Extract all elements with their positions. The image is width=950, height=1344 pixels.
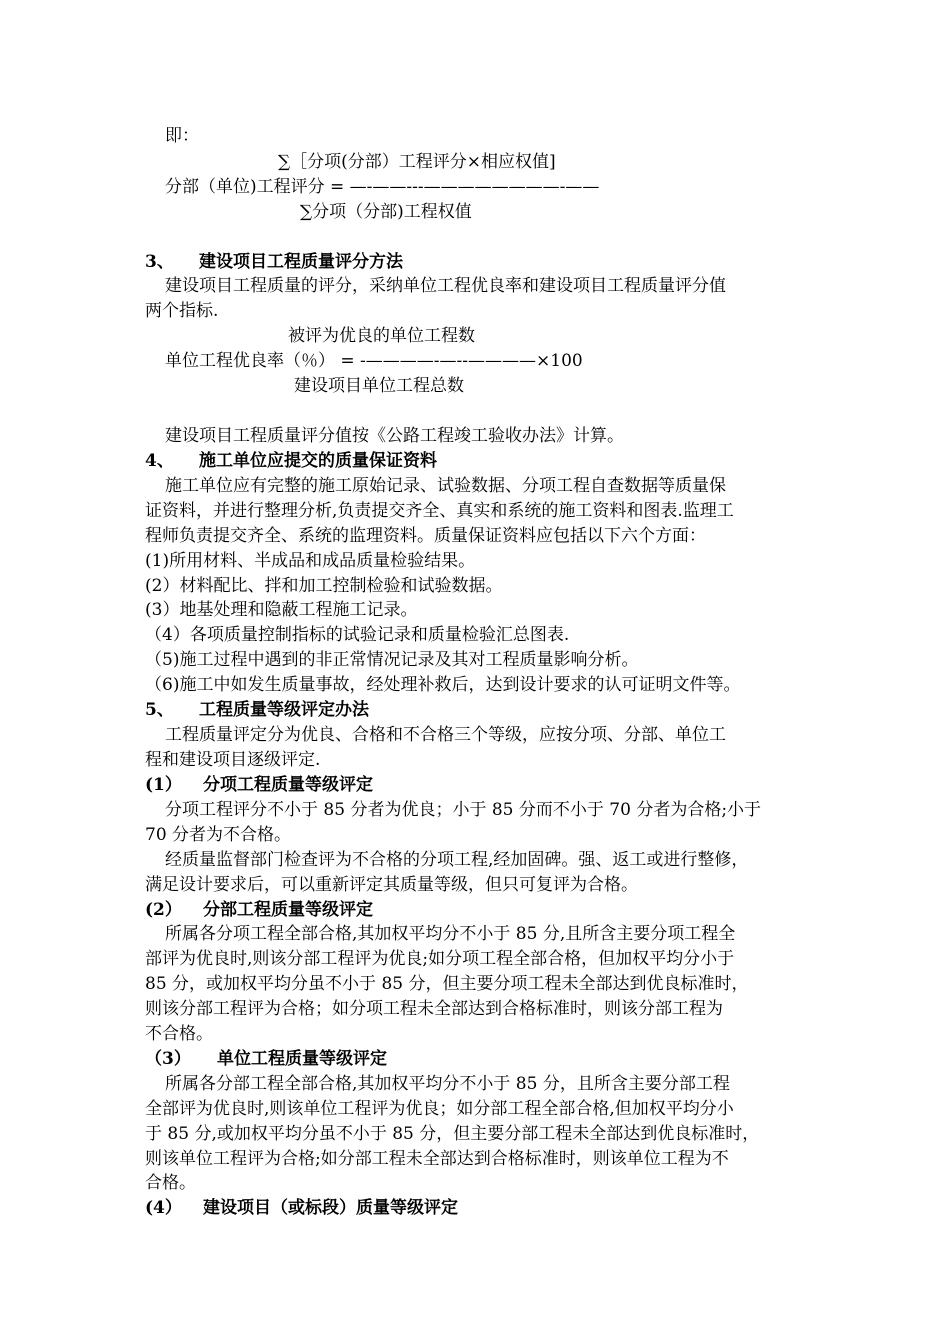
section5-title: 工程质量等级评定办法 xyxy=(199,700,369,720)
list-item: （4）各项质量控制指标的试验记录和质量检验汇总图表. xyxy=(145,625,570,645)
sub2-para-line: 部评为优良时,则该分部工程评为优良;如分项工程全部合格，但加权平均分小于 xyxy=(145,949,735,969)
section4-para-line: 施工单位应有完整的施工原始记录、试验数据、分项工程自查数据等质量保 xyxy=(165,476,726,496)
list-item: (1)所用材料、半成品和成品质量检验结果。 xyxy=(145,551,476,571)
section4-heading xyxy=(145,449,437,473)
sub2-para-line: 85 分，或加权平均分虽不小于 85 分，但主要分项工程未全部达到优良标准时， xyxy=(145,974,749,994)
sub2-heading xyxy=(145,898,373,922)
sub3-para-line: 合格。 xyxy=(145,1173,196,1193)
sub4-number: (4） xyxy=(145,1198,182,1218)
section5-number: 5、 xyxy=(145,700,174,720)
section5-heading xyxy=(145,698,369,722)
section5-para-line: 工程质量评定分为优良、合格和不合格三个等级，应按分项、分部、单位工 xyxy=(165,725,726,745)
section4-para-line: 证资料，并进行整理分析,负责提交齐全、真实和系统的施工资料和图表.监理工 xyxy=(145,501,734,521)
sub4-title: 建设项目（或标段）质量等级评定 xyxy=(203,1198,458,1218)
sub1-para-line: 经质量监督部门检查评为不合格的分项工程,经加固碑。强、返工或进行整修， xyxy=(165,850,749,870)
sub1-para-line: 满足设计要求后，可以重新评定其质量等级，但只可复评为合格。 xyxy=(145,875,638,895)
section3-para-line: 建设项目工程质量的评分，采纳单位工程优良率和建设项目工程质量评分值 xyxy=(165,276,726,296)
section3-para-line: 两个指标. xyxy=(145,301,219,321)
section5-para-line: 程和建设项目逐级评定. xyxy=(145,750,321,770)
sub2-title: 分部工程质量等级评定 xyxy=(203,900,373,920)
sub1-title: 分项工程质量等级评定 xyxy=(203,775,373,795)
sub3-number: （3） xyxy=(145,1049,191,1069)
sub3-para-line: 所属各分部工程全部合格,其加权平均分不小于 85 分，且所含主要分部工程 xyxy=(165,1074,730,1094)
formula2-numerator: 被评为优良的单位工程数 xyxy=(288,326,475,346)
calculation-note: 建设项目工程质量评分值按《公路工程竣工验收办法》计算。 xyxy=(165,426,624,446)
formula2-denominator: 建设项目单位工程总数 xyxy=(294,376,464,396)
formula2-lhs: 单位工程优良率（％） = -————-—--————×100 xyxy=(165,351,583,371)
sub2-para-line: 所属各分项工程全部合格,其加权平均分不小于 85 分,且所含主要分项工程全 xyxy=(165,924,736,944)
sub2-number: (2） xyxy=(145,900,182,920)
list-item: (2）材料配比、拌和加工控制检验和试验数据。 xyxy=(145,576,503,596)
sub1-para-line: 分项工程评分不小于 85 分者为优良；小于 85 分而不小于 70 分者为合格;小于 xyxy=(165,800,762,820)
section4-title: 施工单位应提交的质量保证资料 xyxy=(199,451,437,471)
sub4-heading xyxy=(145,1196,458,1220)
sub3-title: 单位工程质量等级评定 xyxy=(217,1049,387,1069)
section3-heading xyxy=(145,250,403,274)
sub1-para-line: 70 分者为不合格。 xyxy=(145,825,292,845)
sub2-para-line: 不合格。 xyxy=(145,1024,213,1044)
sub3-para-line: 则该单位工程评为合格;如分部工程未全部达到合格标准时，则该单位工程为不 xyxy=(145,1149,729,1169)
list-item: (3）地基处理和隐蔽工程施工记录。 xyxy=(145,600,418,620)
section4-para-line: 程师负责提交齐全、系统的监理资料。质量保证资料应包括以下六个方面： xyxy=(145,526,706,546)
formula1-numerator: ∑［分项(分部）工程评分×相应权值] xyxy=(278,152,556,172)
formula1-lhs: 分部（单位)工程评分 = —-——---————————-—— xyxy=(165,177,600,197)
section3-title: 建设项目工程质量评分方法 xyxy=(199,252,403,272)
list-item: （5)施工过程中遇到的非正常情况记录及其对工程质量影响分析。 xyxy=(145,650,639,670)
formula-intro: 即： xyxy=(165,126,199,146)
sub3-heading xyxy=(145,1047,387,1071)
formula1-denominator: ∑分项（分部)工程权值 xyxy=(300,202,472,222)
sub3-para-line: 全部评为优良时,则该单位工程评为优良；如分部工程全部合格,但加权平均分小 xyxy=(145,1099,734,1119)
list-item: （6)施工中如发生质量事故，经处理补救后，达到设计要求的认可证明文件等。 xyxy=(145,675,741,695)
sub3-para-line: 于 85 分,或加权平均分虽不小于 85 分，但主要分部工程未全部达到优良标准时， xyxy=(145,1124,760,1144)
sub2-para-line: 则该分部工程评为合格；如分项工程未全部达到合格标准时，则该分部工程为 xyxy=(145,999,723,1019)
section4-number: 4、 xyxy=(145,451,174,471)
section3-number: 3、 xyxy=(145,252,174,272)
sub1-heading xyxy=(145,773,373,797)
sub1-number: (1） xyxy=(145,775,182,795)
